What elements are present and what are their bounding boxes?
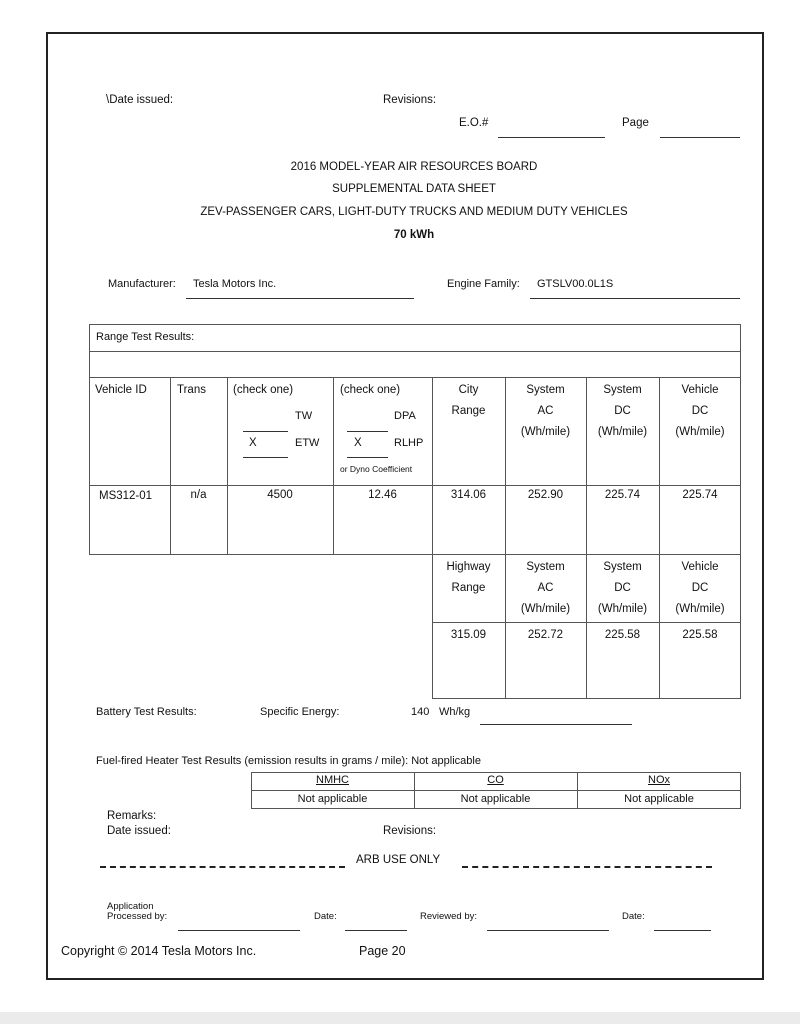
heater-co-value: Not applicable — [460, 793, 531, 805]
footer-revisions-label: Revisions: — [383, 825, 437, 837]
dpa-checkbox-line — [347, 431, 388, 432]
highway-system-ac-value: 252.72 — [527, 629, 564, 641]
etw-x-mark: X — [249, 437, 257, 449]
footer-date-issued-label: Date issued: — [107, 825, 171, 837]
col-highway-system-ac: System AC (Wh/mile) — [520, 561, 571, 615]
engine-family-label: Engine Family: — [447, 278, 520, 290]
etw-checkbox-line — [243, 457, 288, 458]
arb-use-only: ARB USE ONLY — [356, 854, 441, 866]
heater-col-nox: NOx — [648, 774, 670, 786]
col-city-vehicle-dc: Vehicle DC (Wh/mile) — [675, 384, 725, 438]
col-highway-range: Highway Range — [446, 561, 491, 594]
col-trans: Trans — [177, 384, 206, 396]
rlhp-value: 12.46 — [368, 489, 397, 501]
page-number: Page 20 — [359, 944, 406, 958]
heater-test-label: Fuel-fired Heater Test Results (emission results in grams / mile): Not applicable — [96, 755, 481, 767]
rlhp-label: RLHP — [394, 437, 424, 449]
city-range-value: 314.06 — [450, 489, 487, 501]
col-vehicle-id: Vehicle ID — [95, 384, 147, 396]
vehicle-id-value: MS312-01 — [99, 490, 153, 502]
manufacturer-line — [186, 298, 414, 299]
dpa-label: DPA — [394, 410, 416, 422]
eo-field-line — [498, 137, 605, 138]
col-check-one-weight: (check one) — [233, 384, 294, 396]
city-system-ac-value: 252.90 — [527, 489, 564, 501]
copyright: Copyright © 2014 Tesla Motors Inc. — [61, 944, 257, 958]
tw-label: TW — [295, 410, 313, 422]
col-city-system-dc: System DC (Wh/mile) — [597, 384, 648, 438]
eo-label: E.O.# — [459, 117, 489, 129]
specific-energy-value: 140 — [411, 706, 430, 718]
tw-checkbox-line — [243, 431, 288, 432]
highway-range-value: 315.09 — [450, 629, 487, 641]
application-label-line1: Application — [107, 901, 154, 912]
manufacturer-value: Tesla Motors Inc. — [193, 278, 277, 290]
title-capacity: 70 kWh — [393, 229, 435, 241]
reviewed-by-label: Reviewed by: — [420, 911, 478, 922]
dyno-coefficient-note: or Dyno Coefficient — [340, 464, 413, 474]
reviewed-by-line — [487, 930, 609, 931]
heater-col-nmhc: NMHC — [316, 774, 349, 786]
specific-energy-line — [480, 724, 632, 725]
col-city-range: City Range — [451, 384, 486, 417]
date-label-1: Date: — [314, 911, 337, 922]
rlhp-x-mark: X — [354, 437, 362, 449]
city-vehicle-dc-value: 225.74 — [682, 489, 718, 501]
arb-divider-left — [100, 866, 345, 868]
date-line-1 — [345, 930, 407, 931]
engine-family-value: GTSLV00.0L1S — [537, 278, 614, 290]
etw-label: ETW — [295, 437, 320, 449]
heater-col-co: CO — [487, 774, 504, 786]
range-table-title: Range Test Results: — [96, 331, 195, 343]
arb-divider-right — [462, 866, 712, 868]
rlhp-checkbox-line — [347, 457, 388, 458]
col-highway-system-dc: System DC (Wh/mile) — [597, 561, 648, 615]
heater-nmhc-value: Not applicable — [297, 793, 368, 805]
title-line-1: 2016 MODEL-YEAR AIR RESOURCES BOARD — [290, 161, 538, 173]
processed-by-line — [178, 930, 300, 931]
etw-value: 4500 — [267, 489, 293, 501]
remarks-label: Remarks: — [107, 810, 157, 822]
battery-test-label: Battery Test Results: — [96, 706, 197, 718]
page-field-line — [660, 137, 740, 138]
application-label-line2: Processed by: — [107, 911, 168, 922]
highway-system-dc-value: 225.58 — [604, 629, 641, 641]
title-line-3: ZEV-PASSENGER CARS, LIGHT-DUTY TRUCKS AND MEDIUM DUTY VEHICLES — [200, 206, 628, 218]
date-issued-label: \Date issued: — [106, 94, 174, 106]
specific-energy-unit: Wh/kg — [439, 706, 471, 718]
col-check-one-load: (check one) — [340, 384, 401, 396]
page-label: Page — [622, 117, 649, 129]
specific-energy-label: Specific Energy: — [260, 706, 340, 718]
date-label-2: Date: — [622, 911, 645, 922]
revisions-label: Revisions: — [383, 94, 437, 106]
col-highway-vehicle-dc: Vehicle DC (Wh/mile) — [675, 561, 725, 615]
date-line-2 — [654, 930, 711, 931]
city-system-dc-value: 225.74 — [604, 489, 641, 501]
trans-value: n/a — [190, 489, 207, 501]
title-line-2: SUPPLEMENTAL DATA SHEET — [332, 183, 496, 195]
heater-nox-value: Not applicable — [624, 793, 694, 805]
col-city-system-ac: System AC (Wh/mile) — [520, 384, 571, 438]
highway-vehicle-dc-value: 225.58 — [682, 629, 718, 641]
manufacturer-label: Manufacturer: — [108, 278, 176, 290]
engine-family-line — [530, 298, 740, 299]
